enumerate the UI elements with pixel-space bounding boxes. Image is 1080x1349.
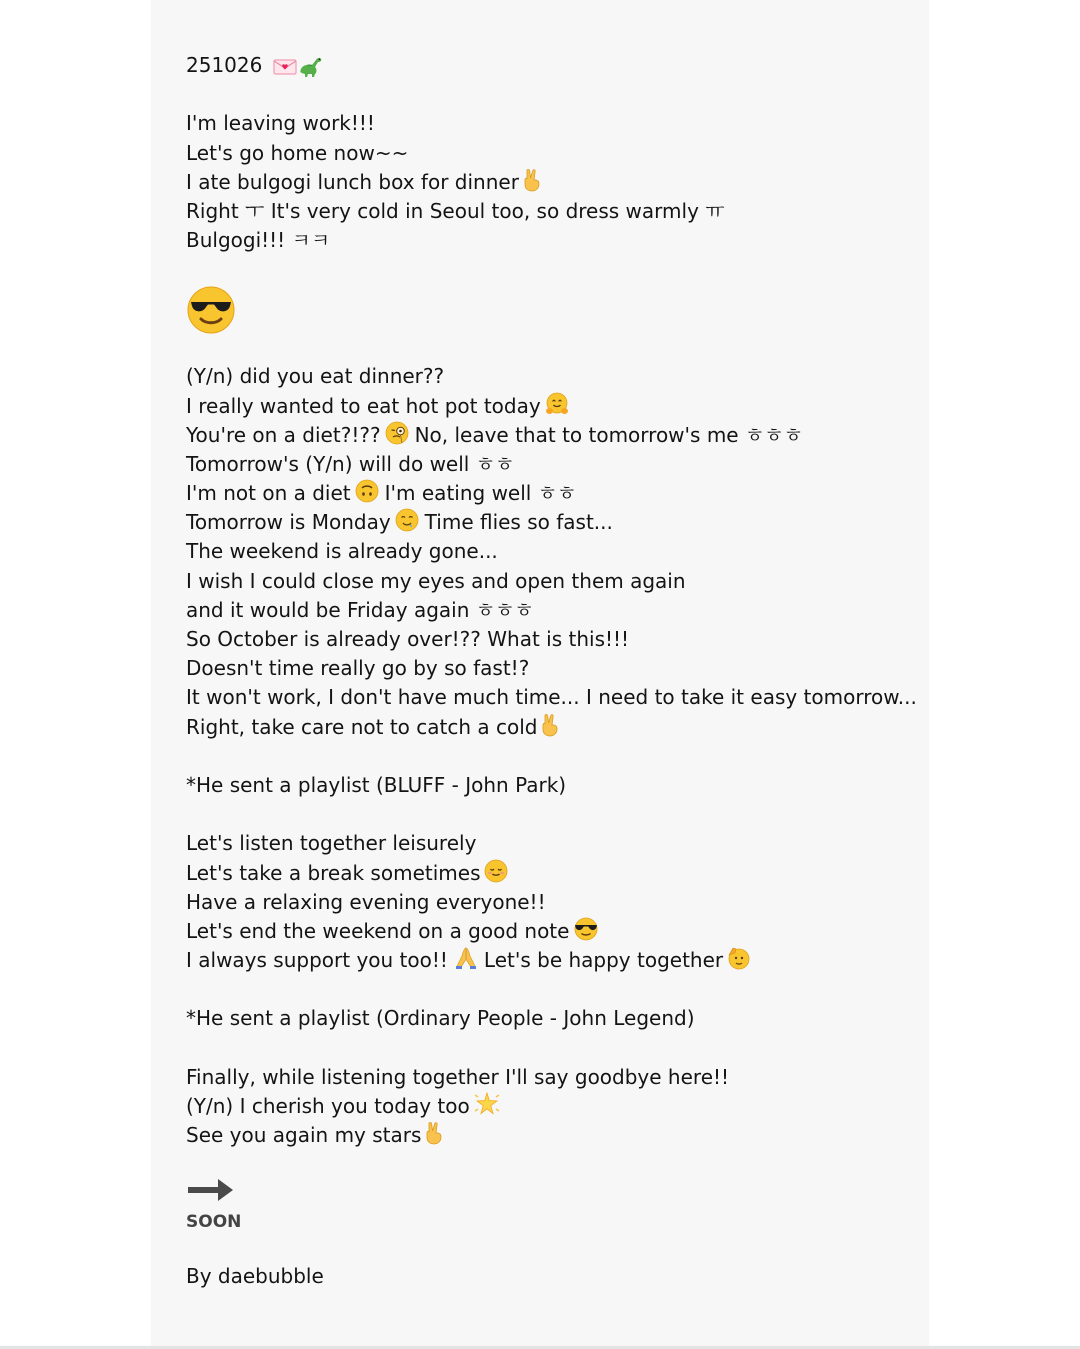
paragraph4-line — [186, 1121, 926, 1150]
line-text-after: I'm eating well ㅎㅎ — [384, 481, 577, 506]
line-text-after: No, leave that to tomorrow's me ㅎㅎㅎ — [414, 422, 803, 447]
hugging-face-icon — [545, 392, 569, 424]
line-text: I'm leaving work!!! — [186, 111, 375, 136]
line-text: I wish I could close my eyes and open them again — [186, 568, 686, 593]
glowing-star-icon — [474, 1092, 500, 1124]
paragraph2-line — [186, 479, 926, 508]
line-text: and it would be Friday again ㅎㅎㅎ — [186, 597, 534, 622]
sunglasses-face-icon — [186, 273, 926, 346]
line-text: Bulgogi!!! ㅋㅋ — [186, 228, 331, 253]
signature — [186, 1262, 926, 1291]
line-text: I'm not on a diet — [186, 481, 351, 506]
post-card — [151, 0, 929, 1349]
paragraph2-line — [186, 596, 926, 625]
line-text: (Y/n) I cherish you today too — [186, 1094, 470, 1118]
paragraph3-line — [186, 859, 926, 888]
line-text: Let's listen together leisurely — [186, 831, 477, 856]
line-text: So October is already over!?? What is this!!! — [186, 627, 630, 651]
upside-down-face-icon — [355, 479, 379, 511]
line-text: You're on a diet?!?? — [186, 422, 381, 447]
paragraph2-line — [186, 508, 926, 537]
paragraph2-line — [186, 713, 926, 742]
paragraph1-line — [186, 109, 926, 138]
post-date: 251026 — [186, 53, 263, 77]
line-text-after: Let's be happy together — [483, 948, 724, 973]
signature-text: By daebubble — [186, 1264, 324, 1289]
saluting-face-icon — [727, 946, 751, 978]
line-text: I always support you too!! — [186, 948, 448, 973]
paragraph4-line — [186, 1063, 926, 1092]
paragraph3-line — [186, 888, 926, 917]
playlist-note — [186, 1004, 926, 1033]
paragraph2-line — [186, 625, 926, 654]
paragraph3-line — [186, 917, 926, 946]
line-text: The weekend is already gone... — [186, 539, 498, 564]
love-letter-icon — [273, 55, 297, 84]
victory-hand-icon — [423, 1121, 445, 1153]
line-text: See you again my stars — [186, 1123, 422, 1148]
face-with-monocle-icon — [385, 421, 409, 453]
line-text: (Y/n) did you eat dinner?? — [186, 364, 445, 389]
paragraph2-line — [186, 654, 926, 683]
playlist-note — [186, 771, 926, 800]
line-text: It won't work, I don't have much time... I need to take it easy tomorrow... — [186, 685, 917, 710]
line-text: Right ㅜ It's very cold in Seoul too, so dress warmly ㅠ — [186, 198, 725, 223]
folded-hands-icon — [454, 946, 478, 978]
paragraph2-line — [186, 421, 926, 450]
paragraph2-line — [186, 362, 926, 391]
paragraph2-line — [186, 392, 926, 421]
victory-hand-icon — [539, 713, 561, 745]
line-text: Let's take a break sometimes — [186, 860, 481, 885]
soon-arrow-icon — [186, 1176, 242, 1233]
paragraph3-line — [186, 946, 926, 975]
line-text-after: Time flies so fast... — [424, 510, 613, 535]
playlist-text: *He sent a playlist (Ordinary People - John Legend) — [186, 1006, 695, 1031]
paragraph1-line — [186, 197, 926, 226]
soon-label: SOON — [186, 1212, 242, 1233]
relieved-face-icon — [484, 859, 508, 891]
paragraph2-line — [186, 450, 926, 479]
line-text: I ate bulgogi lunch box for dinner — [186, 169, 519, 194]
line-text: Tomorrow's (Y/n) will do well ㅎㅎ — [186, 451, 515, 476]
paragraph2-line — [186, 537, 926, 566]
sunglasses-face-icon — [573, 917, 599, 949]
line-text: Doesn't time really go by so fast!? — [186, 656, 530, 681]
playlist-text: *He sent a playlist (BLUFF - John Park) — [186, 772, 567, 797]
line-text: Right, take care not to catch a cold — [186, 714, 538, 739]
post-date-line — [186, 51, 926, 80]
post-text — [186, 51, 926, 1292]
paragraph4-line — [186, 1092, 926, 1121]
line-text: I really wanted to eat hot pot today — [186, 393, 541, 418]
line-text: Tomorrow is Monday — [186, 510, 391, 535]
line-text: Finally, while listening together I'll say goodbye here!! — [186, 1064, 730, 1089]
line-text: Let's end the weekend on a good note — [186, 918, 570, 943]
sauropod-icon — [298, 54, 324, 86]
paragraph1-line — [186, 226, 926, 255]
drooling-face-icon — [395, 508, 419, 540]
paragraph1-line — [186, 168, 926, 197]
line-text: Have a relaxing evening everyone!! — [186, 889, 546, 914]
paragraph2-line — [186, 683, 926, 712]
victory-hand-icon — [521, 168, 543, 200]
paragraph2-line — [186, 567, 926, 596]
paragraph3-line — [186, 829, 926, 858]
paragraph1-line — [186, 139, 926, 168]
line-text: Let's go home now~~ — [186, 140, 409, 165]
